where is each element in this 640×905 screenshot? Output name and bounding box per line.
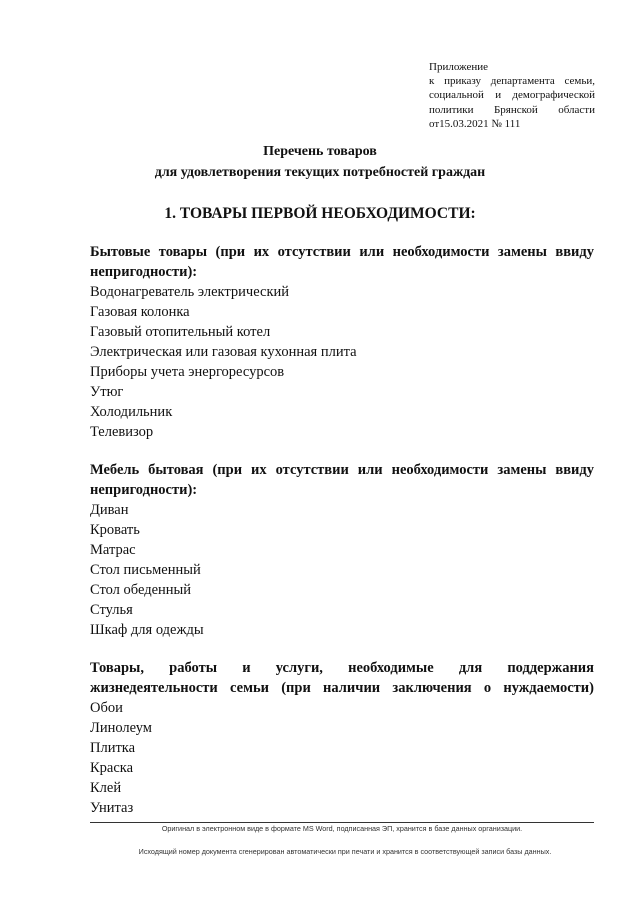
footer-note-original: Оригинал в электронном виде в формате MS Word, подписанная ЭП, хранится в базе данных организации. (161, 824, 523, 833)
list-item: Телевизор (90, 424, 154, 440)
list-item: Диван (90, 502, 129, 518)
list-item: Матрас (90, 542, 136, 558)
list-item: Электрическая или газовая кухонная плита (90, 344, 357, 360)
appendix-line: к приказу департамента семьи, (429, 75, 595, 88)
appendix-line: политики Брянской области (429, 103, 595, 116)
group-heading-line: Бытовые товары (при их отсутствии или необходимости замены ввиду (90, 244, 594, 260)
group-household-goods (90, 242, 594, 442)
list-item: Кровать (90, 522, 140, 538)
list-item: Водонагреватель электрический (90, 284, 290, 300)
group-heading-line: жизнедеятельности семьи (при наличии заключения о нуждаемости) (90, 680, 594, 696)
group-furniture (90, 460, 594, 640)
list-item: Клей (90, 780, 122, 796)
list-item: Краска (90, 760, 134, 776)
group-heading-line: Товары, работы и услуги, необходимые для поддержания (90, 660, 594, 676)
group-heading-line: непригодности): (90, 482, 198, 498)
list-item: Плитка (90, 740, 136, 756)
list-item: Стол обеденный (90, 582, 192, 598)
list-item: Приборы учета энергоресурсов (90, 364, 285, 380)
list-item: Стол письменный (90, 562, 201, 578)
appendix-line: социальной и демографической (429, 89, 595, 102)
list-item: Утюг (90, 384, 124, 400)
list-item: Газовая колонка (90, 304, 190, 320)
group-heading-line: Мебель бытовая (при их отсутствии или необходимости замены ввиду (90, 462, 594, 478)
footer-divider (90, 822, 594, 823)
group-repair-goods (90, 658, 594, 818)
list-item: Линолеум (90, 720, 152, 736)
list-item: Стулья (90, 602, 133, 618)
list-item: Обои (90, 700, 123, 716)
list-item: Газовый отопительный котел (90, 324, 271, 340)
document-subtitle: для удовлетворения текущих потребностей граждан (154, 165, 486, 180)
appendix-line: Приложение (429, 61, 489, 73)
group-heading-line: непригодности): (90, 264, 198, 280)
list-item: Холодильник (90, 404, 173, 420)
document-title: Перечень товаров (263, 144, 377, 159)
appendix-line: от15.03.2021 № 111 (429, 117, 521, 130)
section-heading: 1. ТОВАРЫ ПЕРВОЙ НЕОБХОДИМОСТИ: (164, 205, 476, 222)
list-item: Унитаз (90, 800, 134, 816)
appendix-note (429, 60, 595, 131)
footer-note-number: Исходящий номер документа сгенерирован автоматически при печати и хранится в соответствующей записи базы данных. (138, 847, 552, 856)
list-item: Шкаф для одежды (90, 622, 204, 638)
